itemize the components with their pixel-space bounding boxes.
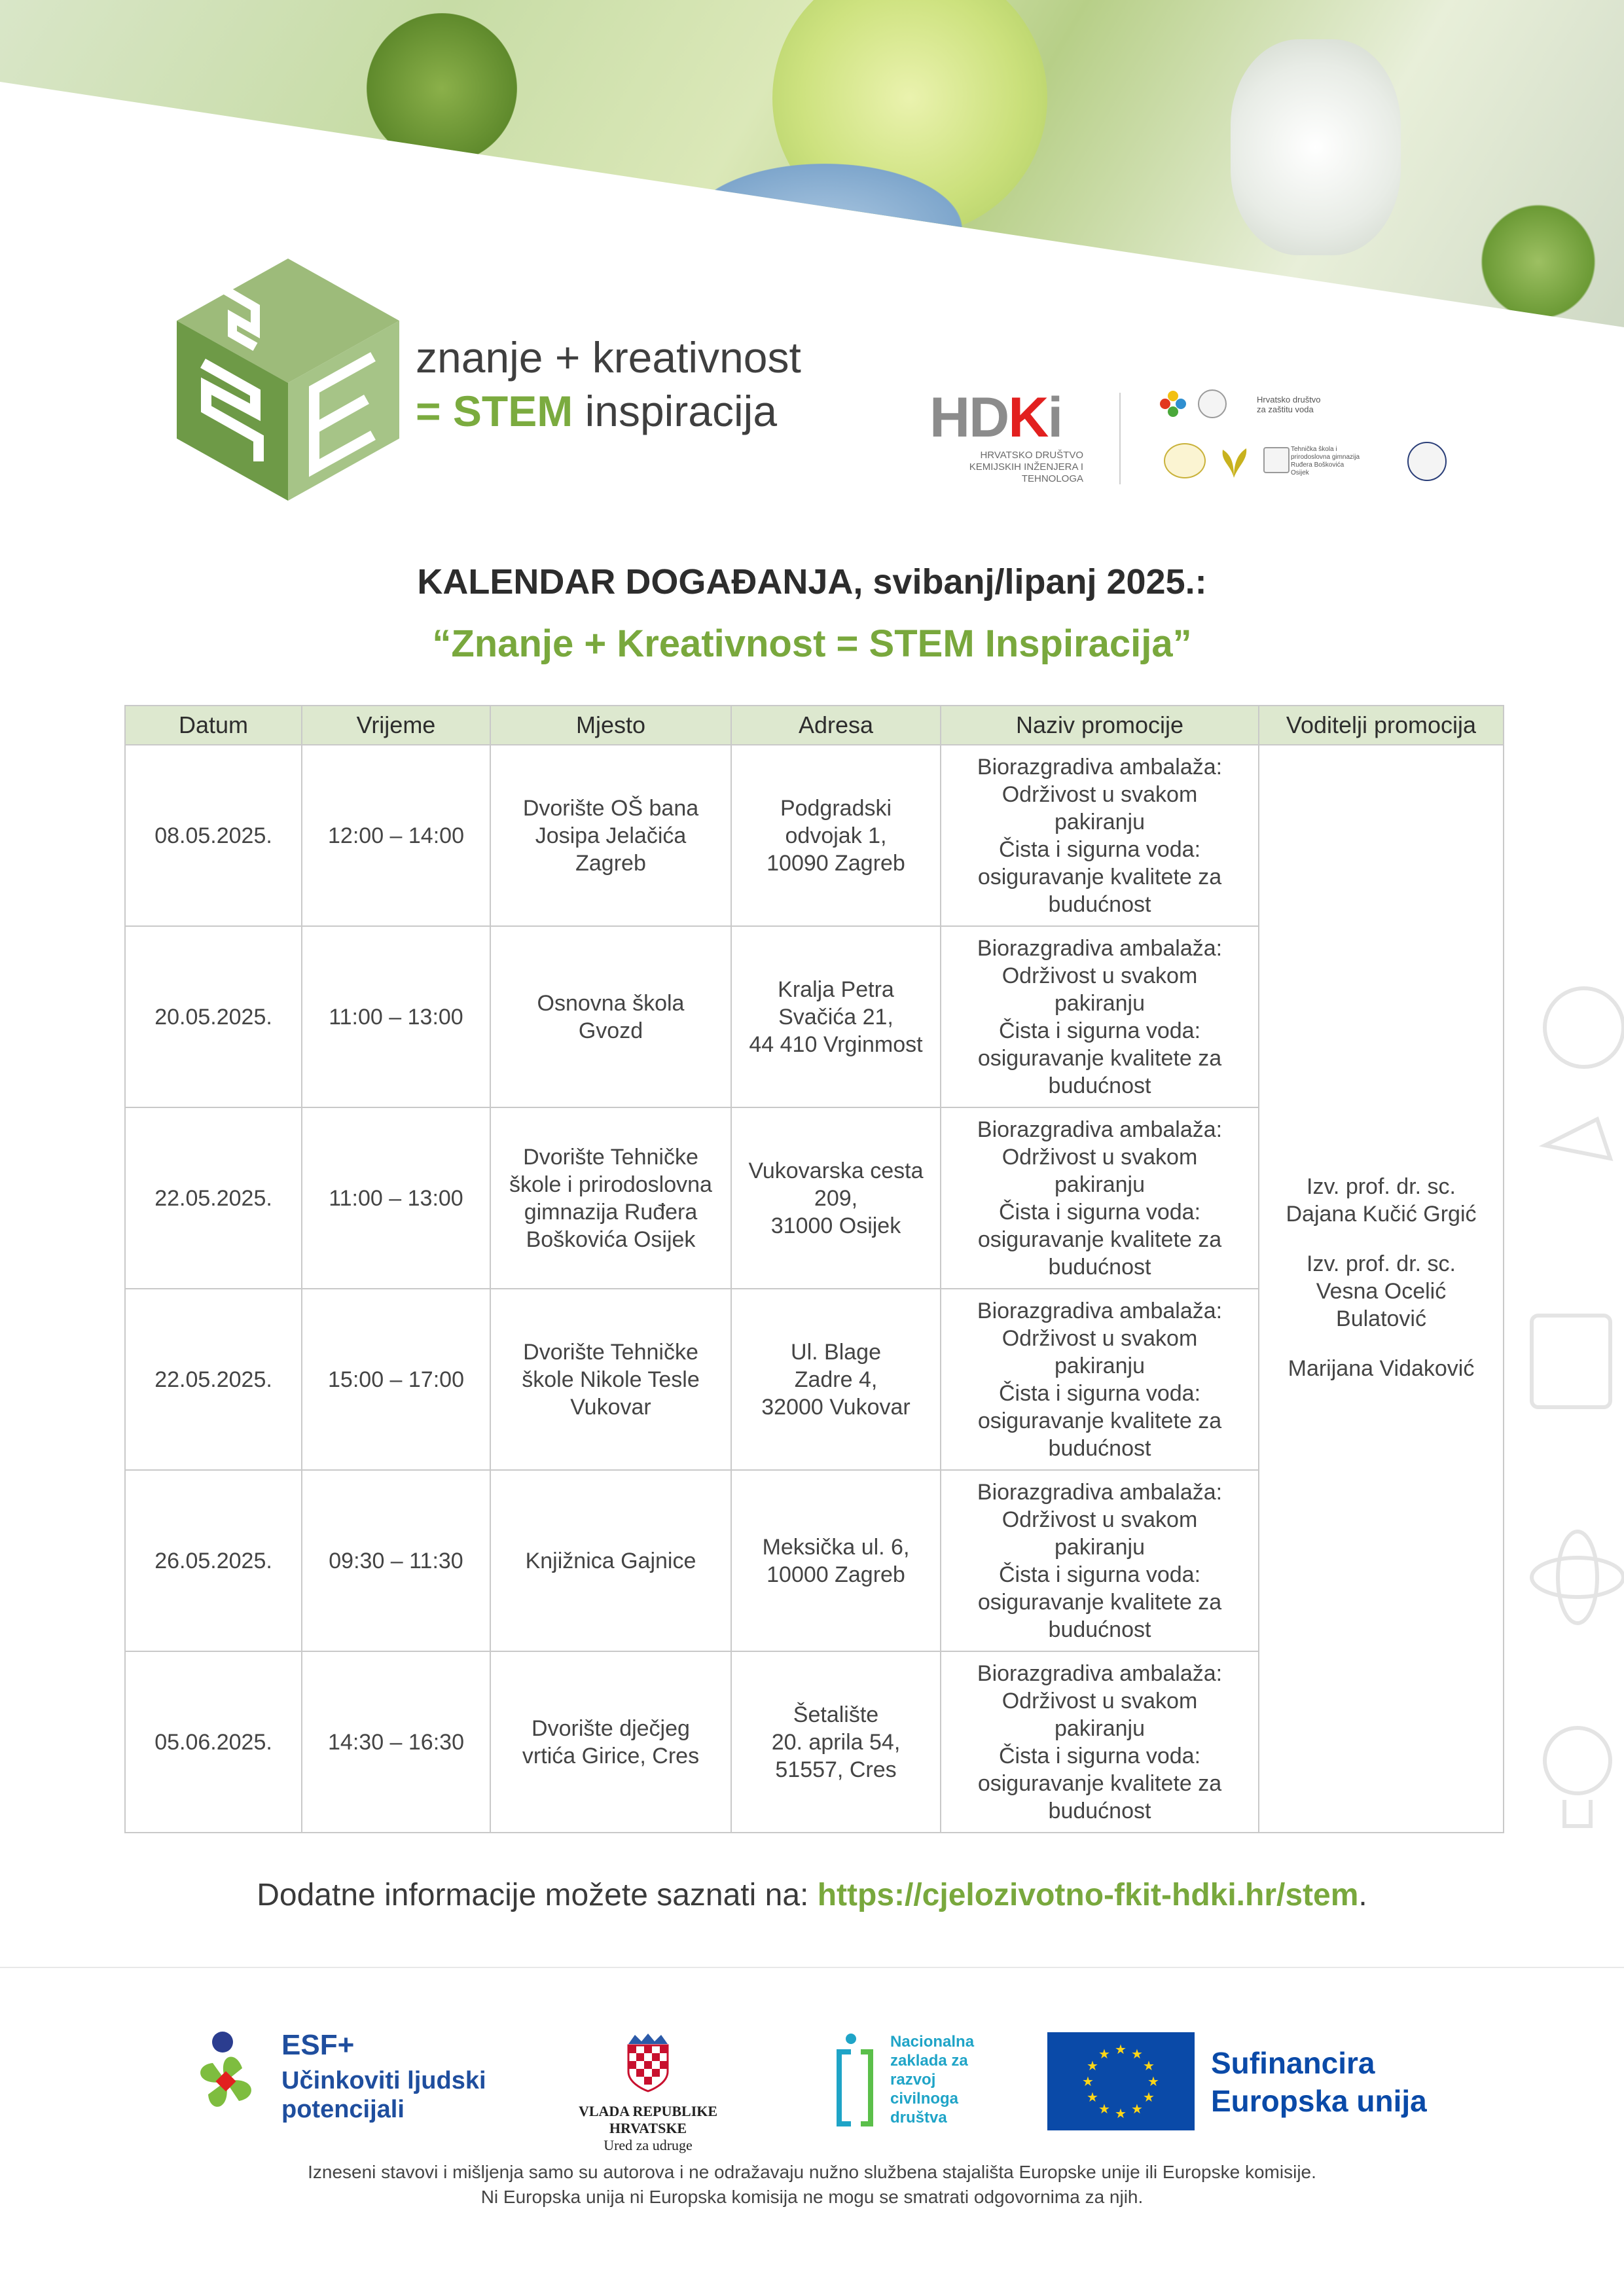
mjesto-line: vrtića Girice, Cres	[522, 1743, 700, 1768]
partner-logos	[929, 386, 1453, 488]
flower-logo-icon	[1159, 389, 1187, 418]
tagline-line1: znanje + kreativnost	[416, 333, 801, 382]
partner-divider	[1119, 393, 1121, 484]
svg-text:★: ★	[1131, 2101, 1143, 2117]
school-logo-text	[1291, 446, 1360, 477]
nzr-logo	[831, 2032, 1001, 2137]
mjesto-line: Dvorište Tehničke	[523, 1339, 698, 1365]
adresa-line: Svačića 21,	[778, 1004, 893, 1030]
naziv-line: Biorazgradiva ambalaža:	[977, 1479, 1223, 1505]
cell-mjesto	[490, 745, 731, 926]
hdki-caption-1: HRVATSKO DRUŠTVO	[980, 450, 1083, 461]
naziv-line: Održivost u svakom	[1001, 1688, 1198, 1713]
adresa-line: odvojak 1,	[785, 823, 887, 848]
naziv-line: osiguravanje kvalitete za	[977, 1227, 1222, 1252]
column-header-vrijeme: Vrijeme	[302, 706, 490, 745]
column-header-datum: Datum	[125, 706, 302, 745]
naziv-line: Održivost u svakom	[1001, 1325, 1198, 1351]
page-subtitle: “Znanje + Kreativnost = STEM Inspiracija”	[432, 622, 1192, 665]
hdzv-line2: za zaštitu voda	[1257, 404, 1314, 414]
school-crest-icon	[1263, 447, 1290, 473]
nzr-line: društva	[890, 2109, 947, 2126]
cell-voditelji	[1259, 745, 1504, 1833]
vlada-logo	[563, 2032, 733, 2153]
disclaimer-line2: Ni Europska unija ni Europska komisija ne mogu se smatrati odgovornima za njih.	[480, 2187, 1144, 2207]
adresa-line: 44 410 Vrginmost	[749, 1031, 923, 1057]
hdki-k: K	[1008, 386, 1048, 449]
mjesto-line: Dvorište Tehničke	[523, 1144, 698, 1170]
adresa-line: 51557, Cres	[775, 1757, 897, 1782]
naziv-line: budućnost	[1048, 1073, 1151, 1098]
cell-datum: 22.05.2025.	[125, 1107, 302, 1289]
eu-text	[1211, 2044, 1427, 2120]
adresa-line: 32000 Vukovar	[761, 1394, 911, 1420]
nzr-text	[890, 2032, 974, 2127]
naziv-line: Čista i sigurna voda:	[998, 1018, 1201, 1043]
cell-mjesto	[490, 1107, 731, 1289]
esf-logo	[177, 2029, 530, 2134]
naziv-line: pakiranju	[1055, 990, 1145, 1016]
school-line4: Osijek	[1291, 469, 1309, 476]
voditelj-line: Izv. prof. dr. sc.	[1307, 1174, 1456, 1199]
nzr-line: civilnoga	[890, 2090, 959, 2108]
voditelj-3	[1263, 1355, 1499, 1382]
mjesto-line: gimnazija Ruđera	[524, 1199, 698, 1225]
mjesto-line: škole Nikole Tesle	[522, 1367, 700, 1392]
disclaimer-line1: Izneseni stavovi i mišljenja samo su autorova i ne odražavaju nužno službena stajališta Europske unije ili Europske komisije.	[308, 2162, 1316, 2182]
esf-pinwheel-icon	[177, 2029, 275, 2134]
cell-mjesto	[490, 1289, 731, 1470]
naziv-line: Održivost u svakom	[1001, 963, 1198, 988]
mjesto-line: Osnovna škola	[537, 990, 685, 1016]
esf-line2: Učinkoviti ljudski	[281, 2067, 486, 2094]
cell-adresa	[731, 926, 941, 1107]
adresa-line: Vukovarska cesta	[748, 1158, 924, 1183]
more-info-end: .	[1358, 1878, 1367, 1912]
naziv-line: pakiranju	[1055, 1172, 1145, 1197]
hdzv-line1: Hrvatsko društvo	[1257, 395, 1321, 404]
cell-datum: 26.05.2025.	[125, 1470, 302, 1651]
adresa-line: 20. aprila 54,	[771, 1729, 901, 1755]
nzr-bracket-icon	[831, 2032, 877, 2130]
eu-line2: Europska unija	[1211, 2084, 1427, 2118]
naziv-line: Održivost u svakom	[1001, 781, 1198, 807]
plant-logo-icon	[1218, 442, 1250, 478]
naziv-line: Biorazgradiva ambalaža:	[977, 1660, 1223, 1686]
naziv-line: Čista i sigurna voda:	[998, 836, 1201, 862]
naziv-line: Čista i sigurna voda:	[998, 1562, 1201, 1587]
hdki-caption-3: TEHNOLOGA	[1021, 473, 1083, 484]
hdki-prefix: HD	[929, 386, 1009, 449]
svg-text:★: ★	[1115, 2041, 1127, 2057]
voditelj-line: Dajana Kučić Grgić	[1286, 1202, 1477, 1227]
mjesto-line: Josipa Jelačića	[535, 823, 687, 848]
esf-title: ESF+	[281, 2029, 355, 2061]
svg-text:★: ★	[1087, 2058, 1098, 2073]
naziv-line: osiguravanje kvalitete za	[977, 864, 1222, 889]
column-header-voditelji: Voditelji promocija	[1259, 706, 1504, 745]
event-calendar-table	[124, 705, 1504, 1833]
naziv-line: Biorazgradiva ambalaža:	[977, 1298, 1223, 1323]
svg-text:★: ★	[1131, 2046, 1143, 2062]
mjesto-line: Boškovića Osijek	[526, 1227, 696, 1252]
column-header-mjesto: Mjesto	[490, 706, 731, 745]
school-line3: Ruđera Boškovića	[1291, 461, 1344, 469]
cell-vrijeme: 09:30 – 11:30	[302, 1470, 490, 1651]
cell-vrijeme: 15:00 – 17:00	[302, 1289, 490, 1470]
adresa-line: Zadre 4,	[794, 1367, 878, 1392]
adresa-line: Kralja Petra	[778, 977, 894, 1002]
adresa-line: 10090 Zagreb	[767, 850, 905, 876]
naziv-line: Čista i sigurna voda:	[998, 1199, 1201, 1225]
naziv-line: Biorazgradiva ambalaža:	[977, 1117, 1223, 1142]
school-line2: prirodoslovna gimnazija	[1291, 454, 1360, 461]
adresa-line: Šetalište	[793, 1702, 879, 1727]
cell-adresa	[731, 1651, 941, 1833]
column-header-naziv: Naziv promocije	[941, 706, 1259, 745]
naziv-line: Održivost u svakom	[1001, 1507, 1198, 1532]
disclaimer	[0, 2160, 1624, 2210]
esf-line3: potencijali	[281, 2096, 405, 2123]
hdki-suffix: i	[1047, 386, 1062, 449]
naziv-line: osiguravanje kvalitete za	[977, 1045, 1222, 1071]
adresa-line: Podgradski	[780, 795, 892, 821]
svg-text:★: ★	[1115, 2106, 1127, 2121]
voditelj-line: Izv. prof. dr. sc.	[1307, 1251, 1456, 1276]
voditelj-2	[1263, 1250, 1499, 1333]
tagline-eq: =	[416, 387, 453, 435]
svg-text:★: ★	[1087, 2089, 1098, 2105]
adresa-line: 209,	[814, 1185, 858, 1211]
cell-vrijeme: 11:00 – 13:00	[302, 1107, 490, 1289]
svg-text:★: ★	[1082, 2073, 1094, 2089]
cell-adresa	[731, 1107, 941, 1289]
cell-mjesto	[490, 1651, 731, 1833]
cell-adresa	[731, 1289, 941, 1470]
cell-datum: 05.06.2025.	[125, 1651, 302, 1833]
naziv-line: Biorazgradiva ambalaža:	[977, 935, 1223, 961]
tagline-line2	[416, 384, 801, 438]
naziv-line: budućnost	[1048, 1435, 1151, 1461]
cell-naziv	[941, 1470, 1259, 1651]
voditelj-1	[1263, 1173, 1499, 1228]
naziv-line: pakiranju	[1055, 1534, 1145, 1560]
cell-naziv	[941, 745, 1259, 926]
hdzv-logo	[1257, 395, 1321, 414]
nzr-line: Nacionalna	[890, 2033, 975, 2051]
naziv-line: Održivost u svakom	[1001, 1144, 1198, 1170]
mjesto-line: Vukovar	[570, 1394, 651, 1420]
naziv-line: pakiranju	[1055, 1353, 1145, 1378]
footer-divider	[0, 1967, 1624, 1968]
cell-mjesto	[490, 1470, 731, 1651]
cell-adresa	[731, 1470, 941, 1651]
more-info	[0, 1877, 1624, 1913]
naziv-line: budućnost	[1048, 1798, 1151, 1823]
cell-mjesto	[490, 926, 731, 1107]
cell-datum: 22.05.2025.	[125, 1289, 302, 1470]
eu-flag-icon	[1047, 2032, 1195, 2130]
svg-text:★: ★	[1143, 2089, 1155, 2105]
cell-datum: 20.05.2025.	[125, 926, 302, 1107]
mjesto-line: Dvorište dječjeg	[532, 1715, 690, 1741]
naziv-line: Biorazgradiva ambalaža:	[977, 754, 1223, 780]
cell-naziv	[941, 1289, 1259, 1470]
cell-datum: 08.05.2025.	[125, 745, 302, 926]
science-lineart-decoration	[1506, 949, 1624, 1931]
naziv-line: pakiranju	[1055, 1715, 1145, 1741]
more-info-link[interactable]: https://cjelozivotno-fkit-hdki.hr/stem	[817, 1878, 1359, 1912]
eu-logo	[1047, 2032, 1453, 2130]
column-header-adresa: Adresa	[731, 706, 941, 745]
naziv-line: budućnost	[1048, 891, 1151, 917]
tagline-rest: inspiracija	[573, 387, 778, 435]
tagline	[416, 331, 801, 438]
mjesto-line: škole i prirodoslovna	[509, 1172, 712, 1197]
naziv-line: osiguravanje kvalitete za	[977, 1408, 1222, 1433]
adresa-line: 10000 Zagreb	[767, 1562, 905, 1587]
mjesto-line: Gvozd	[578, 1018, 643, 1043]
vlada-subtitle: Ured za udruge	[604, 2137, 693, 2153]
page-title: KALENDAR DOGAĐANJA, svibanj/lipanj 2025.:	[417, 562, 1207, 601]
cell-vrijeme: 14:30 – 16:30	[302, 1651, 490, 1833]
naziv-line: Čista i sigurna voda:	[998, 1380, 1201, 1406]
svg-text:★: ★	[1098, 2046, 1110, 2062]
svg-text:★: ★	[1147, 2073, 1159, 2089]
naziv-line: pakiranju	[1055, 809, 1145, 834]
adresa-line: Meksička ul. 6,	[762, 1534, 910, 1560]
croatian-coat-of-arms-icon	[625, 2032, 671, 2092]
adresa-line: Ul. Blage	[791, 1339, 881, 1365]
svg-text:★: ★	[1098, 2101, 1110, 2117]
adresa-line: 31000 Osijek	[770, 1213, 901, 1238]
naziv-line: osiguravanje kvalitete za	[977, 1589, 1222, 1615]
seal-icon	[1198, 389, 1227, 418]
cell-adresa	[731, 745, 941, 926]
naziv-line: budućnost	[1048, 1254, 1151, 1280]
school-badge-icon	[1164, 443, 1206, 478]
vlada-title: VLADA REPUBLIKE HRVATSKE	[578, 2103, 718, 2136]
cell-vrijeme: 12:00 – 14:00	[302, 745, 490, 926]
voditelj-line: Marijana Vidaković	[1288, 1356, 1475, 1381]
more-info-text: Dodatne informacije možete saznati na:	[257, 1878, 818, 1912]
hdki-caption-2: KEMIJSKIH INŽENJERA I	[969, 461, 1083, 473]
table-header-row	[125, 706, 1504, 745]
nzr-line: zaklada za	[890, 2052, 968, 2070]
voditelj-line: Vesna Ocelić	[1316, 1279, 1447, 1304]
eu-line1: Sufinancira	[1211, 2046, 1375, 2080]
nzr-line: razvoj	[890, 2071, 936, 2089]
hdki-logo	[929, 386, 1083, 485]
tagline-stem: STEM	[452, 387, 573, 435]
table-row	[125, 745, 1504, 926]
mjesto-line: Zagreb	[575, 850, 646, 876]
mjesto-line: Knjižnica Gajnice	[525, 1548, 696, 1573]
naziv-line: Čista i sigurna voda:	[998, 1743, 1201, 1768]
svg-text:★: ★	[1143, 2058, 1155, 2073]
stem-cube-logo	[177, 259, 399, 501]
cell-naziv	[941, 1651, 1259, 1833]
voditelj-line: Bulatović	[1336, 1306, 1426, 1331]
cell-naziv	[941, 926, 1259, 1107]
portrait-seal-icon	[1407, 442, 1447, 481]
cell-naziv	[941, 1107, 1259, 1289]
mjesto-line: Dvorište OŠ bana	[522, 795, 699, 821]
cell-vrijeme: 11:00 – 13:00	[302, 926, 490, 1107]
naziv-line: osiguravanje kvalitete za	[977, 1770, 1222, 1796]
school-line1: Tehnička škola i	[1291, 446, 1337, 453]
naziv-line: budućnost	[1048, 1617, 1151, 1642]
